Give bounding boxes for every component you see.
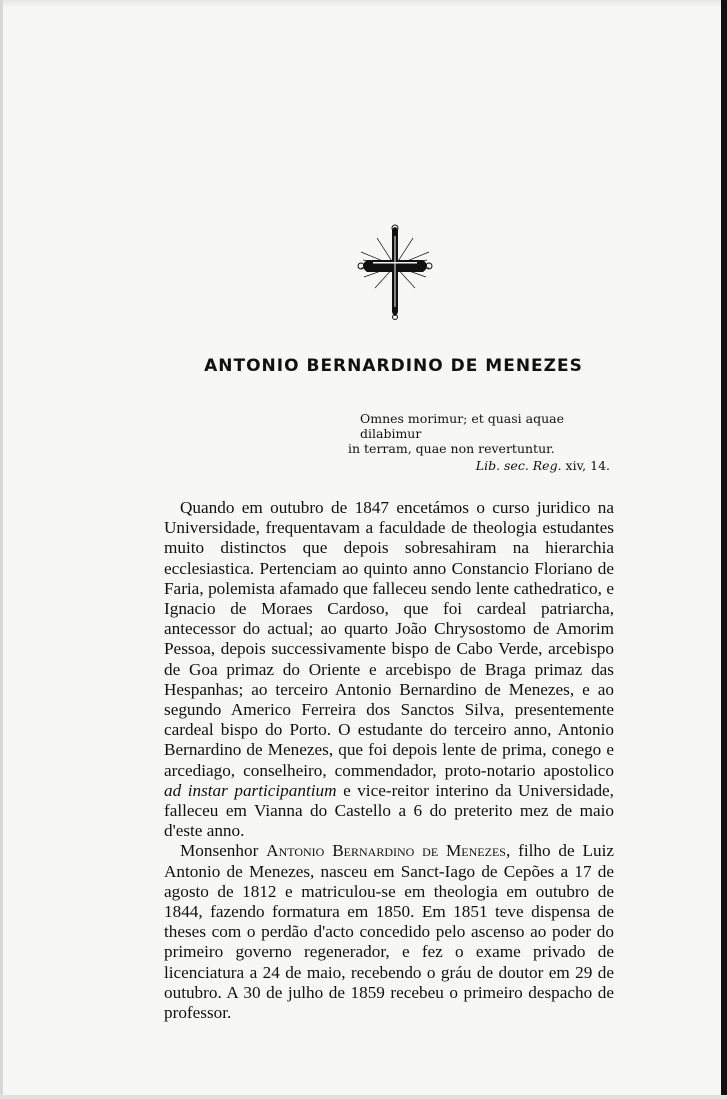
epigraph-citation-source: Lib. sec. Reg. <box>475 458 562 473</box>
paragraph-1-italic: ad instar participantium <box>164 780 337 800</box>
paragraph-2-text: , filho de Luiz Antonio de Menezes, nasceu em Sanct-Iago de Cepões a 17 de agosto de 1812 e matriculou-se em theologia em outubro de 1844, fazendo formatura em 1850. Em 1851 teve dispensa de theses com o perdão d'acto concedido pelo ascenso ao poder do primeiro governo regenerador, e fez o exame privado de licenciatura a 24 de maio, recebendo o gráu de doutor em 29 de outubro. A 30 de julho de 1859 recebeu o primeiro despacho de professor. <box>164 841 614 1023</box>
paragraph-2 <box>164 841 614 1023</box>
page-edge-left <box>0 0 3 1099</box>
epigraph-line-2: in terram, quae non revertuntur. <box>348 441 555 456</box>
body-text <box>164 498 614 1023</box>
epigraph-citation <box>348 458 628 473</box>
paragraph-2-lead: Monsenhor <box>180 841 259 861</box>
paragraph-2-name: Antonio Bernardino de Menezes <box>266 841 506 861</box>
epigraph <box>348 411 628 473</box>
epigraph-line-1: Omnes morimur; et quasi aquae dilabimur <box>360 411 564 441</box>
paragraph-1-text-a: Quando em outubro de 1847 encetámos o curso juridico na Universidade, frequentavam a faculdade de theologia estudantes muito distinctos que depois sobresahiram na hierarchia ecclesiastica. Pertenciam ao quinto anno Constancio Floriano de Faria, polemista afamado que falleceu sendo lente cathedratico, e Ignacio de Moraes Cardoso, que foi cardeal patriarcha, antecessor do actual; ao quarto João Chrysostomo de Amorim Pessoa, depois successivamente bispo de Cabo Verde, arcebispo de Goa primaz do Oriente e arcebispo de Braga primaz das Hespanhas; ao terceiro Antonio Bernardino de Menezes, e ao segundo Americo Ferreira dos Sanctos Silva, presentemente cardeal bispo do Porto. O estudante do terceiro anno, Antonio Bernardino de Menezes, que foi depois lente de prima, conego e arcediago, conselheiro, commendador, proto-notario apostolico <box>164 498 614 780</box>
page-edge-bottom <box>0 1095 727 1099</box>
paragraph-1-text-b: e vice-reitor interino da Universidade, falleceu em Vianna do Castello a 6 do preterito mez de maio d'este anno. <box>164 780 614 841</box>
paragraph-1 <box>164 498 614 841</box>
cross-ornament-icon <box>355 222 435 322</box>
page-title: ANTONIO BERNARDINO DE MENEZES <box>204 356 583 376</box>
page-edge-top <box>0 0 727 8</box>
epigraph-citation-ref: xiv, 14. <box>565 458 610 473</box>
page-edge-right <box>721 0 727 1099</box>
